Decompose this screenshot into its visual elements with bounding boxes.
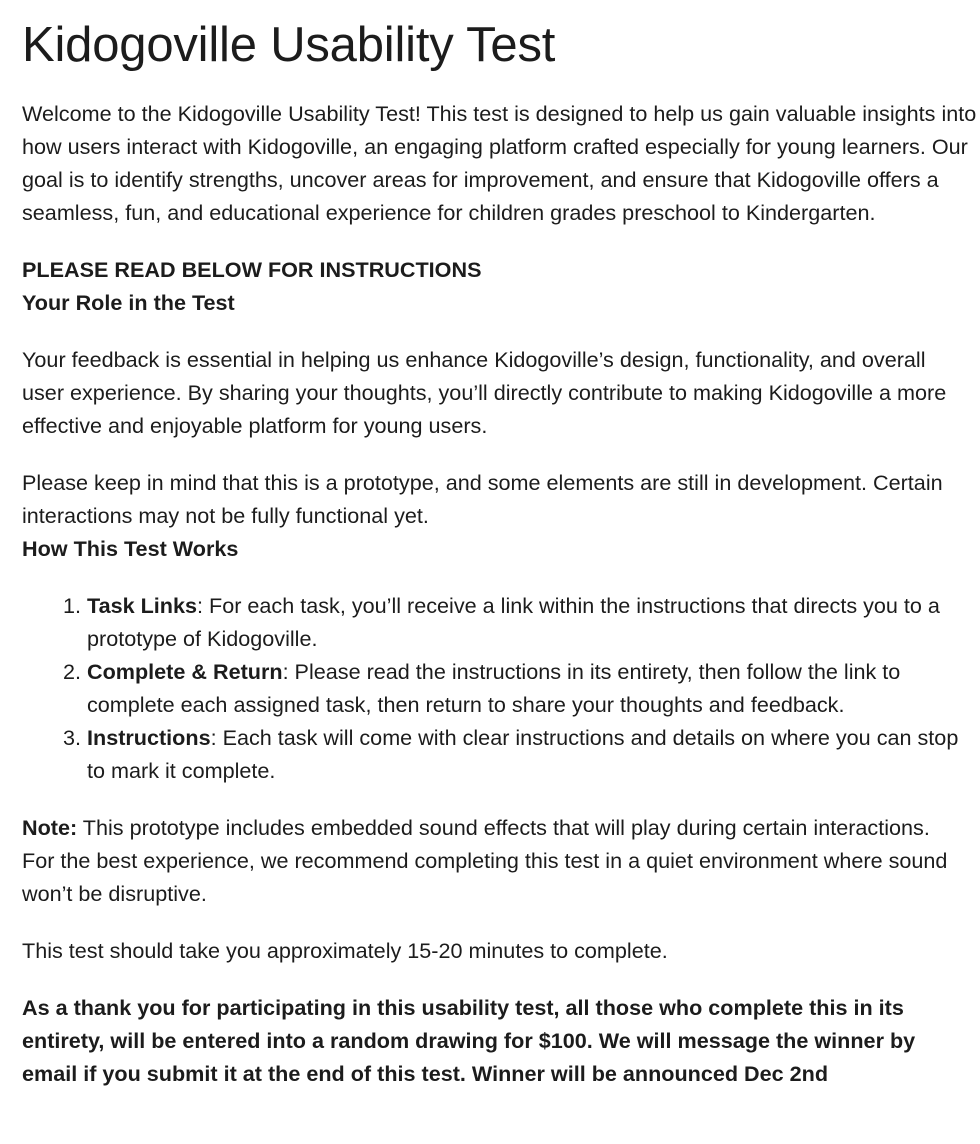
step-label: Instructions — [87, 725, 211, 750]
intro-paragraph: Welcome to the Kidogoville Usability Test! This test is designed to help us gain valuable insights into how users interact with Kidogoville, an engaging platform crafted especially for young learners. Our goal is to identify strengths, uncover areas for improvement, and ensure that Kidogoville offers a seamless, fun, and educational experience for children grades preschool to Kindergarten. — [22, 101, 977, 225]
how-it-works-heading: How This Test Works — [22, 536, 239, 561]
step-text: : For each task, you’ll receive a link within the instructions that directs you to a prototype of Kidogoville. — [87, 593, 940, 651]
thank-you-paragraph: As a thank you for participating in this usability test, all those who complete this in its entirety, will be entered into a random drawing for $100. We will message the winner by email if you submit it at the end of this test. Winner will be announced Dec 2nd — [22, 995, 916, 1086]
role-heading: Your Role in the Test — [22, 290, 235, 315]
time-estimate-paragraph: This test should take you approximately 15-20 minutes to complete. — [22, 938, 668, 963]
list-item — [87, 721, 980, 787]
step-label: Task Links — [87, 593, 198, 618]
instructions-heading: PLEASE READ BELOW FOR INSTRUCTIONS — [22, 257, 482, 282]
step-text: : Each task will come with clear instructions and details on where you can stop to mark it complete. — [87, 725, 959, 783]
note-text: This prototype includes embedded sound effects that will play during certain interactions. For the best experience, we recommend completing this test in a quiet environment where sound won’t be disruptive. — [22, 815, 948, 906]
steps-list — [22, 589, 980, 787]
step-label: Complete & Return — [87, 659, 283, 684]
prototype-paragraph: Please keep in mind that this is a prototype, and some elements are still in development. Certain interactions may not be fully functional yet. — [22, 470, 943, 528]
role-paragraph: Your feedback is essential in helping us enhance Kidogoville’s design, functionality, and overall user experience. By sharing your thoughts, you’ll directly contribute to making Kidogoville a more effective and enjoyable platform for young users. — [22, 347, 947, 438]
page-title: Kidogoville Usability Test — [22, 18, 556, 72]
note-label: Note: — [22, 815, 78, 840]
note-paragraph — [22, 811, 952, 910]
step-text: : Please read the instructions in its entirety, then follow the link to complete each assigned task, then return to share your thoughts and feedback. — [87, 659, 901, 717]
list-item — [87, 589, 980, 655]
list-item — [87, 655, 980, 721]
